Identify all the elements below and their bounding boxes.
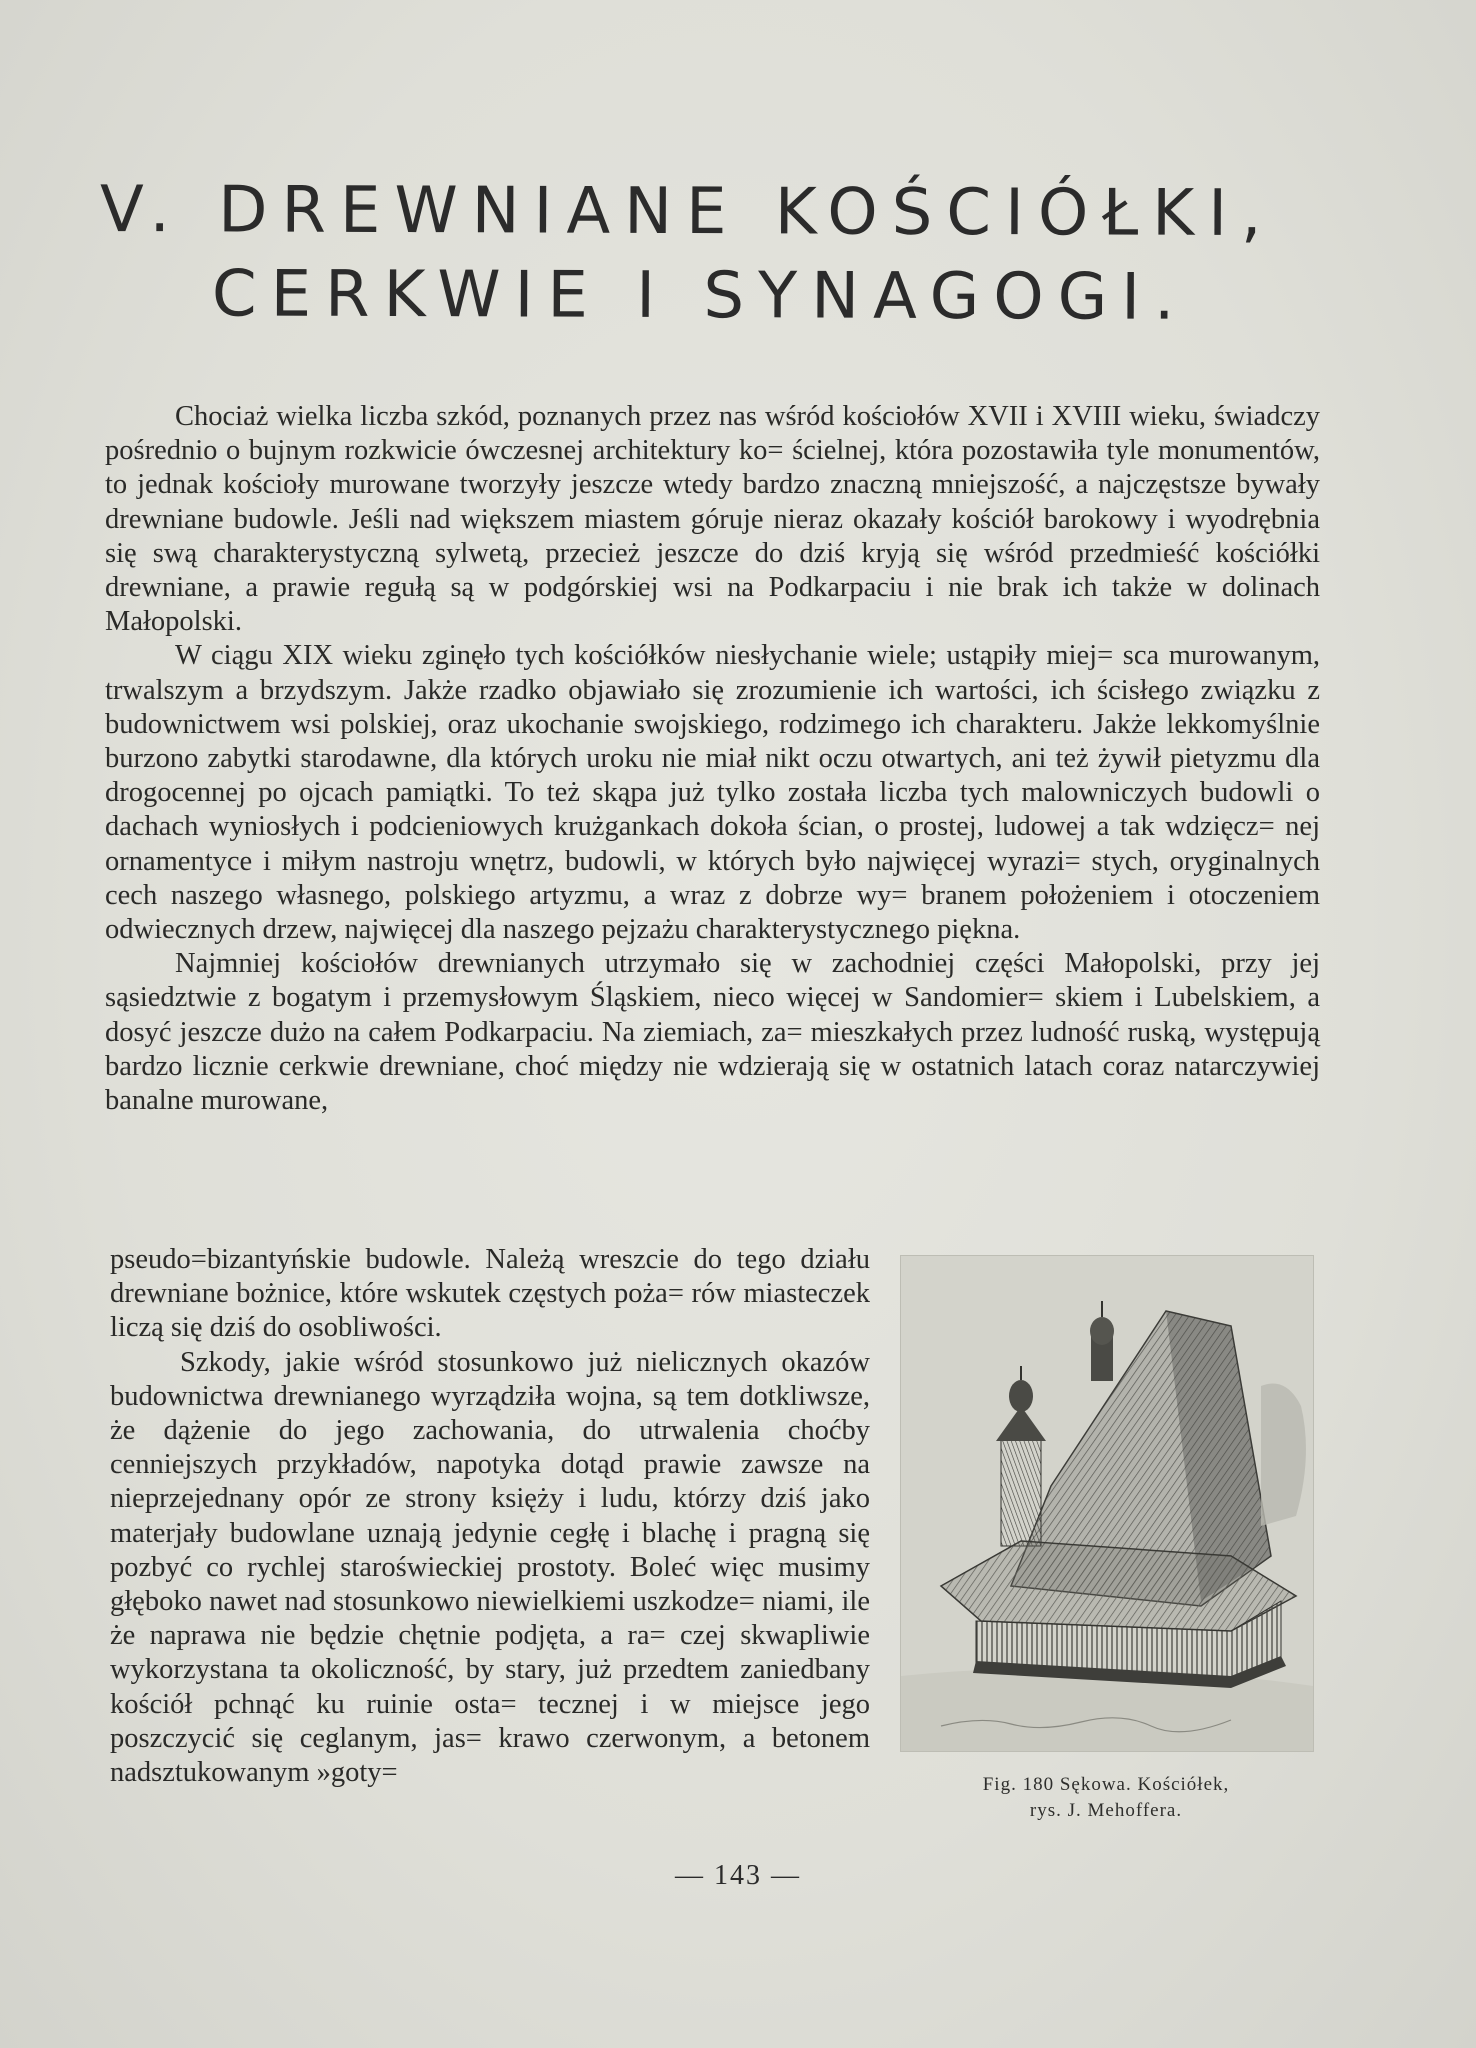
body-text-full-width	[105, 400, 1320, 1118]
caption-line-2: rys. J. Mehoffera.	[1029, 1800, 1183, 1821]
figure-caption	[900, 1772, 1312, 1824]
paragraph-1: Chociaż wielka liczba szkód, poznanych przez nas wśród kościołów XVII i XVIII wieku, świadczy pośrednio o bujnym rozkwicie ówczesnej architektury ko= ścielnej, która pozostawiła tyle monumentów, to jednak kościoły murowane tworzyły jeszcze wtedy bardzo znaczną mniejszość, a najczęstsze bywały drewniane budowle. Jeśli nad większem miastem góruje nieraz okazały kościół barokowy i wyodrębnia się swą charakterystyczną sylwetą, przecież jeszcze do dziś kryją się wśród przedmieść kościółki drewniane, a prawie regułą są w podgórskiej wsi na Podkarpaciu i nie brak ich także w dolinach Małopolski.	[105, 401, 1320, 638]
body-text-beside-figure	[110, 1243, 870, 1790]
paragraph-4: Szkody, jakie wśród stosunkowo już nielicznych okazów budownictwa drewnianego wyrządziła wojna, są tem dotkliwsze, że dążenie do jego zachowania, do utrwalenia choćby cenniejszych przykładów, napotyka dotąd prawie zawsze na nieprzejednany opór ze strony księży i ludu, którzy dziś jako materjały budowlane uznają jedynie cegłę i blachę i pragną się pozbyć co rychlej staroświeckiej prostoty. Boleć więc musimy głęboko nawet nad stosunkowo niewielkiemi uszkodze= niami, ile że naprawa nie będzie chętnie podjęta, a ra= czej skwapliwie wykorzystana ta okoliczność, by stary, już przedtem zaniedbany kościół pchnąć ku ruinie osta= tecznej i w miejsce jego poszczycić się ceglanym, jas= krawo czerwonym, a betonem nadsztukowanym »goty=	[110, 1346, 870, 1789]
heading-line-2: CERKWIE I SYNAGOGI.	[211, 257, 1189, 335]
wooden-church-drawing-icon	[901, 1256, 1313, 1751]
paragraph-3: Najmniej kościołów drewnianych utrzymało się w zachodniej części Małopolski, przy jej sąsiedztwie z bogatym i przemysłowym Śląskiem, nieco więcej w Sandomier= skiem i Lubelskiem, a dosyć jeszcze dużo na całem Podkarpaciu. Na ziemiach, za= mieszkałych przez ludność ruską, występują bardzo licznie cerkwie drewniane, choć między nie wdzierają się w ostatnich latach coraz natarczywiej banalne murowane,	[105, 948, 1320, 1117]
heading-line-1: V. DREWNIANE KOŚCIÓŁKI,	[99, 173, 1276, 252]
church-illustration	[900, 1255, 1314, 1752]
paragraph-2: W ciągu XIX wieku zginęło tych kościółków niesłychanie wiele; ustąpiły miej= sca murowanym, trwalszym a brzydszym. Jakże rzadko objawiało się zrozumienie ich wartości, ich ścisłego związku z budownictwem wsi polskiej, oraz ukochanie swojskiego, rodzimego ich charakteru. Jakże lekkomyślnie burzono zabytki starodawne, dla których uroku nie miał nikt oczu otwartych, ani też żywił pietyzmu dla drogocennej po ojcach pamiątki. To też skąpa już tylko została liczba tych malowniczych budowli o dachach wyniosłych i podcieniowych krużgankach dokoła ścian, o prostej, ludowej a tak wdzięcz= nej ornamentyce i miłym nastroju wnętrz, budowli, w których było najwięcej wyrazi= stych, oryginalnych cech naszego własnego, polskiego artyzmu, a wraz z dobrze wy= branem położeniem i otoczeniem odwiecznych drzew, najwięcej dla naszego pejzażu charakterystycznego piękna.	[105, 640, 1320, 946]
chapter-heading	[100, 168, 1360, 336]
caption-line-1: Fig. 180 Sękowa. Kościółek,	[982, 1774, 1230, 1795]
paragraph-3-continued: pseudo=bizantyńskie budowle. Należą wreszcie do tego działu drewniane bożnice, które wskutek częstych poża= rów miasteczek liczą się dziś do osobliwości.	[110, 1244, 870, 1344]
page-number: — 143 —	[675, 1860, 801, 1891]
